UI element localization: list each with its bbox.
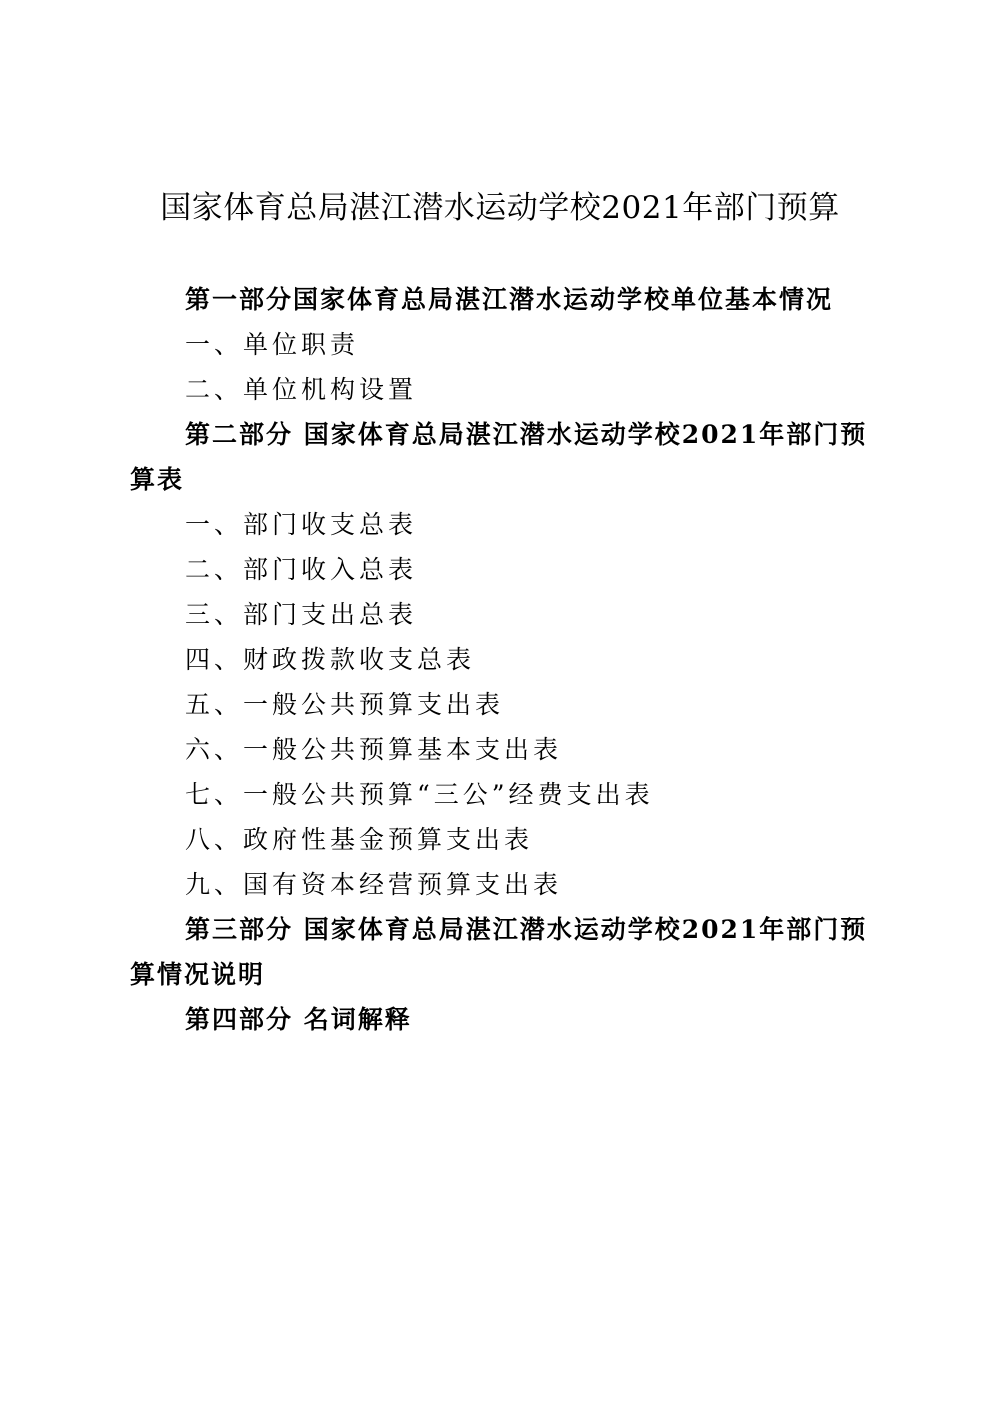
part-2-item-7: 七、一般公共预算“三公”经费支出表: [185, 780, 654, 809]
part-2-item-9: 九、国有资本经营预算支出表: [185, 870, 563, 899]
part-1-heading: 第一部分国家体育总局湛江潜水运动学校单位基本情况: [185, 285, 834, 314]
part-2-heading: 第二部分 国家体育总局湛江潜水运动学校2021年部门预算表: [130, 420, 868, 494]
part-2-item-3: 三、部门支出总表: [185, 600, 418, 629]
part-2-item-6: 六、一般公共预算基本支出表: [185, 735, 563, 764]
part-2-item-5: 五、一般公共预算支出表: [185, 690, 505, 719]
table-of-contents: [130, 277, 875, 1042]
part-2-item-2: 二、部门收入总表: [185, 555, 418, 584]
part-4-heading: 第四部分 名词解释: [185, 1005, 412, 1034]
part-2-item-4: 四、财政拨款收支总表: [185, 645, 476, 674]
page-title: 国家体育总局湛江潜水运动学校2021年部门预算: [160, 190, 840, 226]
part-1-item-2: 二、单位机构设置: [185, 375, 418, 404]
part-1-item-1: 一、单位职责: [185, 330, 360, 359]
part-2-item-1: 一、部门收支总表: [185, 510, 418, 539]
part-2-item-8: 八、政府性基金预算支出表: [185, 825, 534, 854]
part-3-heading: 第三部分 国家体育总局湛江潜水运动学校2021年部门预算情况说明: [130, 915, 868, 989]
